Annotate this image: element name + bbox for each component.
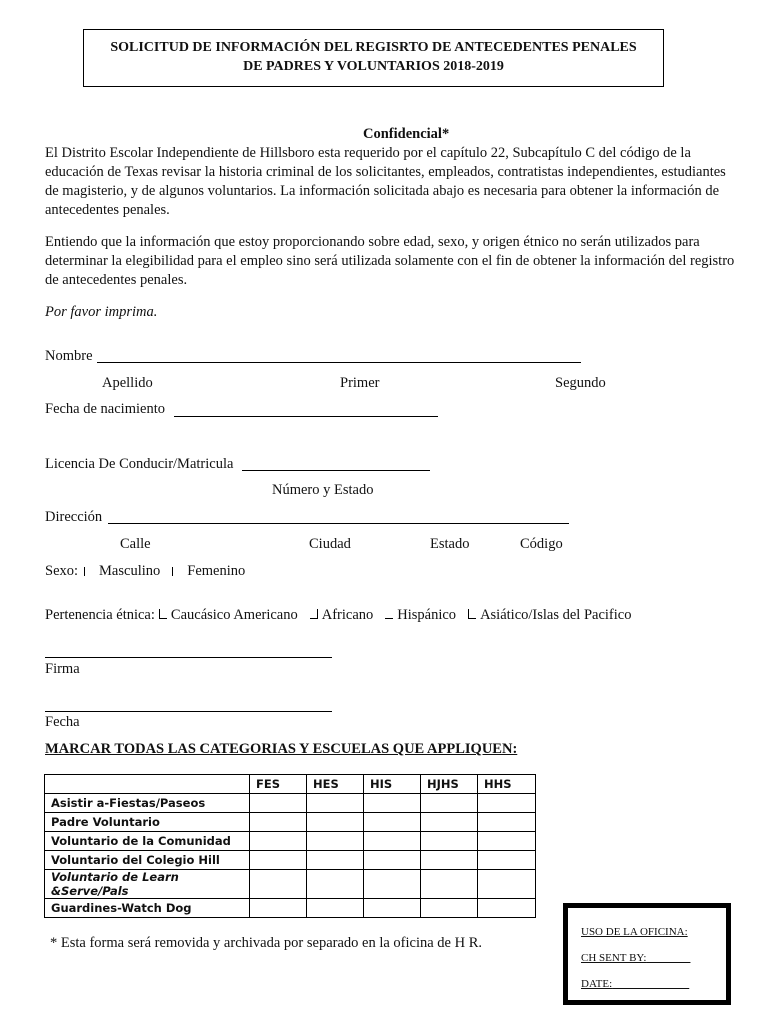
african-option-label: Africano	[321, 607, 374, 623]
name-input-line[interactable]	[97, 362, 581, 363]
license-sub-label: Número y Estado	[272, 482, 374, 498]
category-label: Voluntario de Learn &Serve/Pals	[45, 870, 250, 899]
intro-paragraph: El Distrito Escolar Independiente de Hillsboro esta requerido por el capítulo 22, Subcapítulo C del código de la educación de Texas revisar la historia criminal de los solicitantes, empleados, contratistas independientes, estudiantes de magisterio, y de algunos voluntarios. La información solicitada abajo es necesaria para obtener la información de antecedentes penales.	[45, 145, 726, 218]
check-cell[interactable]	[421, 870, 478, 899]
check-cell[interactable]	[307, 899, 364, 918]
check-cell[interactable]	[307, 794, 364, 813]
check-cell[interactable]	[307, 813, 364, 832]
male-option-label: Masculino	[99, 563, 161, 579]
check-cell[interactable]	[364, 813, 421, 832]
categories-heading: MARCAR TODAS LAS CATEGORIAS Y ESCUELAS QUE APPLIQUEN:	[45, 741, 518, 757]
form-title-box	[83, 29, 664, 87]
category-label: Asistir a-Fiestas/Paseos	[45, 794, 250, 813]
african-checkbox[interactable]	[310, 609, 318, 619]
check-cell[interactable]	[478, 870, 536, 899]
name-row	[45, 348, 93, 365]
category-label: Voluntario de la Comunidad	[45, 832, 250, 851]
school-header: FES	[250, 775, 307, 794]
school-header: HES	[307, 775, 364, 794]
school-header: HJHS	[421, 775, 478, 794]
address-state-label: Estado	[430, 536, 470, 552]
date-input-line[interactable]	[45, 711, 332, 712]
check-cell[interactable]	[250, 851, 307, 870]
check-cell[interactable]	[364, 832, 421, 851]
hispanic-checkbox[interactable]	[385, 609, 393, 619]
categories-table	[44, 774, 536, 918]
sex-row	[45, 563, 245, 580]
office-date-label: DATE:	[581, 978, 613, 990]
check-cell[interactable]	[364, 899, 421, 918]
school-header: HHS	[478, 775, 536, 794]
table-row	[45, 813, 536, 832]
dob-input-line[interactable]	[174, 416, 438, 417]
school-header: HIS	[364, 775, 421, 794]
check-cell[interactable]	[364, 851, 421, 870]
category-label: Padre Voluntario	[45, 813, 250, 832]
office-ch-sent-field[interactable]: CH SENT BY:________	[581, 952, 691, 964]
female-option-label: Femenino	[187, 563, 246, 579]
table-row	[45, 851, 536, 870]
name-last-label: Apellido	[102, 375, 153, 391]
footnote: * Esta forma será removida y archivada por separado en la oficina de H R.	[50, 935, 483, 951]
check-cell[interactable]	[421, 813, 478, 832]
check-cell[interactable]	[307, 851, 364, 870]
table-row	[45, 794, 536, 813]
ethnicity-label: Pertenencia étnica:	[45, 607, 155, 623]
asian-checkbox[interactable]	[468, 609, 476, 619]
dob-label: Fecha de nacimiento	[45, 401, 165, 417]
category-label: Guardines-Watch Dog	[45, 899, 250, 918]
name-first-label: Primer	[340, 375, 380, 391]
check-cell[interactable]	[250, 899, 307, 918]
check-cell[interactable]	[478, 832, 536, 851]
check-cell[interactable]	[478, 813, 536, 832]
license-label: Licencia De Conducir/Matricula	[45, 456, 234, 472]
table-row	[45, 899, 536, 918]
table-row	[45, 832, 536, 851]
ethnicity-row	[45, 607, 631, 624]
form-title-line1: SOLICITUD DE INFORMACIÓN DEL REGISRTO DE ANTECEDENTES PENALES	[110, 40, 637, 55]
office-use-box	[563, 903, 731, 1005]
check-cell[interactable]	[478, 851, 536, 870]
male-checkbox[interactable]	[84, 567, 91, 576]
address-city-label: Ciudad	[309, 536, 351, 552]
check-cell[interactable]	[250, 794, 307, 813]
form-title-line2: DE PADRES Y VOLUNTARIOS 2018-2019	[243, 59, 504, 74]
caucasian-checkbox[interactable]	[159, 609, 167, 619]
license-input-line[interactable]	[242, 470, 430, 471]
check-cell[interactable]	[421, 899, 478, 918]
check-cell[interactable]	[250, 832, 307, 851]
hispanic-option-label: Hispánico	[397, 607, 457, 623]
address-street-label: Calle	[120, 536, 151, 552]
address-zip-label: Código	[520, 536, 563, 552]
print-note: Por favor imprima.	[45, 304, 158, 320]
table-header-row	[45, 775, 536, 794]
table-corner-cell	[45, 775, 250, 794]
check-cell[interactable]	[421, 851, 478, 870]
address-input-line[interactable]	[108, 523, 569, 524]
check-cell[interactable]	[421, 794, 478, 813]
category-label: Voluntario del Colegio Hill	[45, 851, 250, 870]
office-use-title: USO DE LA OFICINA:	[581, 926, 688, 938]
check-cell[interactable]	[307, 870, 364, 899]
signature-input-line[interactable]	[45, 657, 332, 658]
female-checkbox[interactable]	[172, 567, 179, 576]
check-cell[interactable]	[364, 794, 421, 813]
name-middle-label: Segundo	[555, 375, 606, 391]
confidential-heading: Confidencial*	[363, 126, 450, 142]
check-cell[interactable]	[478, 899, 536, 918]
office-date-field[interactable]: DATE:______________	[581, 978, 690, 990]
check-cell[interactable]	[421, 832, 478, 851]
check-cell[interactable]	[478, 794, 536, 813]
table-row	[45, 870, 536, 899]
name-label: Nombre	[45, 348, 93, 364]
sex-label: Sexo:	[45, 563, 79, 579]
check-cell[interactable]	[250, 813, 307, 832]
office-ch-sent-label: CH SENT BY:	[581, 952, 647, 964]
check-cell[interactable]	[364, 870, 421, 899]
date-label: Fecha	[45, 714, 80, 730]
check-cell[interactable]	[307, 832, 364, 851]
disclaimer-paragraph: Entiendo que la información que estoy proporcionando sobre edad, sexo, y origen étnico no serán utilizados para determinar la elegibilidad para el empleo sino será utilizada solamente con el fin de obtener la información del registro de antecedentes penales.	[45, 234, 735, 288]
check-cell[interactable]	[250, 870, 307, 899]
signature-label: Firma	[45, 661, 80, 677]
caucasian-option-label: Caucásico Americano	[170, 607, 298, 623]
asian-option-label: Asiático/Islas del Pacifico	[480, 607, 632, 623]
address-label: Dirección	[45, 509, 103, 525]
